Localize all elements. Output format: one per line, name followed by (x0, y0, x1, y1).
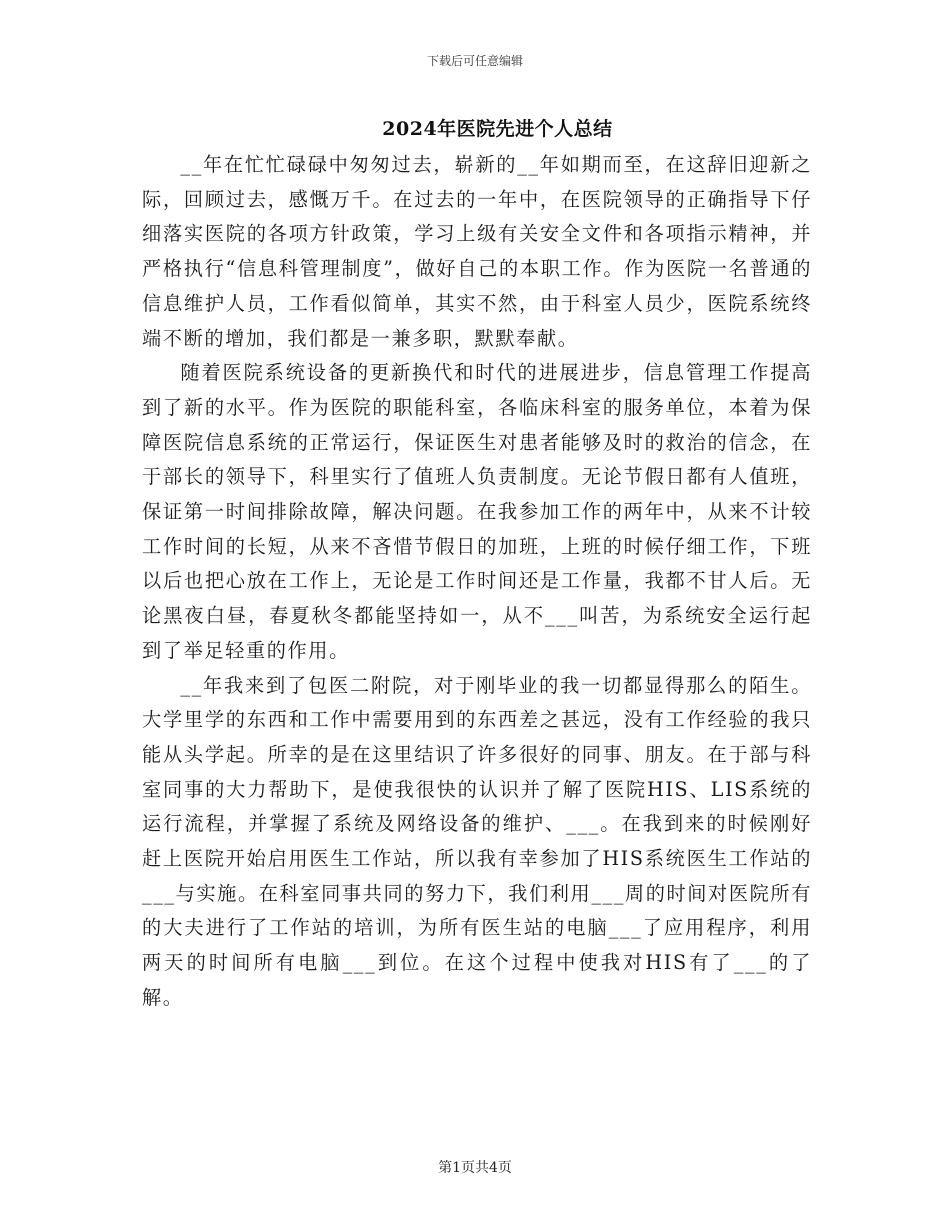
paragraph-1: __年在忙忙碌碌中匆匆过去，崭新的__年如期而至，在这辞旧迎新之际，回顾过去，感慨万千。在过去的一年中，在医院领导的正确指导下仔细落实医院的各项方针政策，学习上级有关安全文件和各项指示精神，并严格执行“信息科管理制度”，做好自己的本职工作。作为医院一名普通的信息维护人员，工作看似简单，其实不然，由于科室人员少，医院系统终端不断的增加，我们都是一兼多职，默默奉献。 (142, 153, 812, 350)
document-body (142, 148, 812, 1016)
paragraph-2: 随着医院系统设备的更新换代和时代的进展进步，信息管理工作提高到了新的水平。作为医院的职能科室，各临床科室的服务单位，本着为保障医院信息系统的正常运行，保证医生对患者能够及时的救治的信念，在于部长的领导下，科里实行了值班人负责制度。无论节假日都有人值班，保证第一时间排除故障，解决问题。在我参加工作的两年中，从来不计较工作时间的长短，从来不吝惜节假日的加班，上班的时候仔细工作，下班以后也把心放在工作上，无论是工作时间还是工作量，我都不甘人后。无论黑夜白昼，春夏秋冬都能坚持如一，从不___叫苦，为系统安全运行起到了举足轻重的作用。 (142, 361, 812, 662)
document-title: 2024年医院先进个人总结 (382, 118, 613, 140)
paragraph-3: __年我来到了包医二附院，对于刚毕业的我一切都显得那么的陌生。大学里学的东西和工作中需要用到的东西差之甚远，没有工作经验的我只能从头学起。所幸的是在这里结识了许多很好的同事、朋友。在于部与科室同事的大力帮助下，是使我很快的认识并了解了医院HIS、LIS系统的运行流程，并掌握了系统及网络设备的维护、___。在我到来的时候刚好赶上医院开始启用医生工作站，所以我有幸参加了HIS系统医生工作站的___与实施。在科室同事共同的努力下，我们利用___周的时间对医院所有的大夫进行了工作站的培训，为所有医生站的电脑___了应用程序，利用两天的时间所有电脑___到位。在这个过程中使我对HIS有了___的了解。 (142, 673, 812, 1009)
header-note: 下载后可任意编辑 (426, 54, 523, 68)
page-number: 第1页共4页 (438, 1160, 512, 1176)
